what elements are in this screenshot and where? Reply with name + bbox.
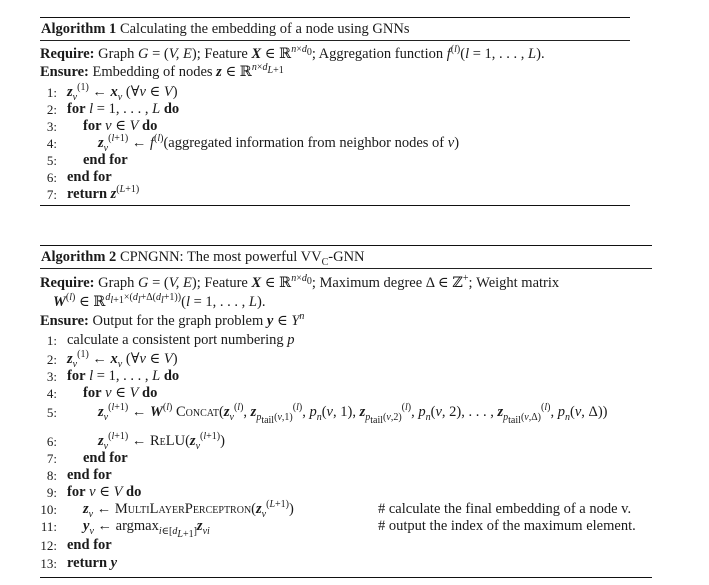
bottom-rule [40,205,630,206]
top-rule [40,17,630,18]
algorithm-2-caption [40,248,652,267]
algorithm-2-label: Algorithm 2 [41,249,117,265]
algorithm-1-label: Algorithm 1 [41,21,117,37]
algorithm-2-lines: 1: calculate a consistent port numbering p 2: $z_v^{(1)}$ ← $x_v$ (∀v ∈ V) 3: for l = 1, . . . , L do 4: for v ∈ V do 5: $z_v^{(l+1)}$ ← $W^{(l)}$ $Concat(z_v^{(l)}$, $z_{p_{tail}(v,1)}^{(l)}$, $p_n(v$, 1), $z_{p_{tail}(v,2)}^{(l)}$, $p_n(v$, 2), . . . , $z_{p_{tail}(v,\Delta)}^{(l)}$, $p_n(v$, Δ)) 6: $z_v^{(l+1)}$ ← $ReLU(z_v^{(l+1)})$ 7: end for 8: end for 9: for v ∈ V do 10: $z_v$ ← $MultiLayerPerceptron(z_v^{(L+1)})$ # calculate the final embedding of a node v. 11: $y_v$ ← $argmax_{i\in[d_{L+1}]}z_{vi}$ # output the index of the maximum element. 12: end for 13: return y [40,332,636,571]
algorithm-2-require-cont: $W^{(l)}$ ∈ ℝ$^{d_{l+1}\times(d_l+\Delta(d_l+1))}$(l = 1, . . . , L). [53,292,266,310]
line-11-comment: # output the index of the maximum element. [378,518,636,534]
algorithm-2-require-text: Graph G = (V, E); Feature X ∈ ℝ$^{n\times d_0}$; Maximum degree Δ ∈ ℤ+; Weight matrix [98,273,560,291]
algorithm-1-block [40,17,630,206]
algorithm-2-ensure-text: Output for the graph problem y ∈ $Y^n$ [92,311,305,329]
caption-rule [40,268,652,269]
algorithm-2-ensure: Ensure: Output for the graph problem y ∈ $Y^n$ [40,311,305,329]
algorithm-1-require: Require: Graph G = (V, E); Feature X ∈ ℝ$^{n\times d_0}$; Aggregation function $f^{(l)}(l = 1$, . . . , L). [40,44,545,62]
algorithm-1-ensure-text: Embedding of nodes z ∈ ℝ$^{n\times d_{L+1}}$ [92,62,284,80]
algorithm-1-require-text: Graph G = (V, E); Feature X ∈ ℝ$^{n\times d_0}$; Aggregation function $f^{(l)}(l = 1$, . . . , L). [98,44,545,62]
bottom-rule [40,577,652,578]
algorithm-2-require: Require: Graph G = (V, E); Feature X ∈ ℝ$^{n\times d_0}$; Maximum degree Δ ∈ ℤ+; Weight matrix [40,273,560,291]
top-rule [40,245,652,246]
caption-rule [40,40,630,41]
algorithm-1-title: Calculating the embedding of a node using GNNs [119,21,410,37]
algorithm-2-title: CPNGNN: The most powerful $VV_C$-GNN [119,249,365,268]
line-10-comment: # calculate the final embedding of a node v. [378,501,632,517]
algorithm-1-caption [40,20,630,39]
algorithm-1-lines: 1: $z_v^{(1)}$ ← $x_v$ (∀v ∈ V) 2: for l = 1, . . . , L do 3: for v ∈ V do 4: $z_v^{(l+1)}$ ← $f^{(l)}(aggregated$ information from neighbor nodes of v) 5: end for 6: end for 7: return $z^{(L+1)}$ [46,82,460,202]
algorithm-1-ensure: Ensure: Embedding of nodes z ∈ ℝ$^{n\times d_{L+1}}$ [40,62,284,80]
algorithm-2-block [40,245,652,578]
